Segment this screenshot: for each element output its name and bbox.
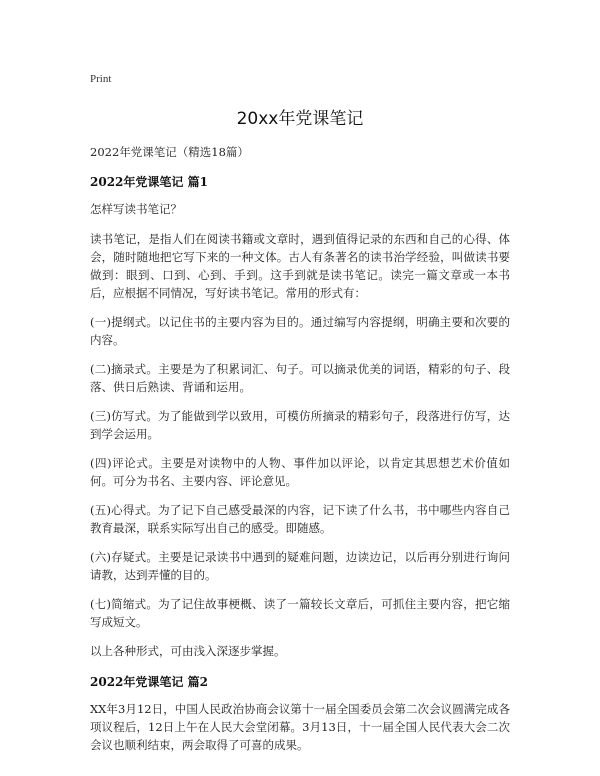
section-1-heading: 2022年党课笔记 篇1 (90, 175, 208, 189)
section-2 (90, 674, 510, 754)
section-2-paragraph: XX年3月12日，中国人民政治协商会议第十一届全国委员会第二次会议圆满完成各项议程后，12日上午在人民大会堂闭幕。3月13日，十一届全国人民代表大会二次会议也顺利结束，两会取得了可喜的成果。 (90, 702, 510, 752)
section-2-heading: 2022年党课笔记 篇2 (90, 675, 208, 689)
section-1-closing: 以上各种形式，可由浅入深逐步掌握。 (90, 644, 286, 658)
note-method-excerpt: (二)摘录式。主要是为了积累词汇、句子。可以摘录优美的词语，精彩的句子、段落、供日后熟读、背诵和运用。 (90, 362, 510, 394)
note-method-questions: (六)存疑式。主要是记录读书中遇到的疑难问题，边读边记，以后再分别进行询问请教，达到弄懂的目的。 (90, 550, 510, 582)
document-subtitle: 2022年党课笔记（精选18篇） (90, 145, 249, 159)
document-title: 20xx年党课笔记 (236, 109, 364, 129)
section-1 (90, 174, 510, 660)
note-method-imitation: (三)仿写式。为了能做到学以致用，可模仿所摘录的精彩句子，段落进行仿写，达到学会运用。 (90, 409, 510, 441)
note-method-reflection: (五)心得式。为了记下自己感受最深的内容，记下读了什么书，书中哪些内容自己教育最深，联系实际写出自己的感受。即随感。 (90, 503, 510, 535)
note-method-review: (四)评论式。主要是对读物中的人物、事件加以评论，以肯定其思想艺术价值如何。可分为书名、主要内容、评论意见。 (90, 456, 510, 488)
section-1-intro-paragraph: 读书笔记，是指人们在阅读书籍或文章时，遇到值得记录的东西和自己的心得、体会，随时随地把它写下来的一种文体。古人有条著名的读书治学经验，叫做读书要做到：眼到、口到、心到、手到。这手到就是读书笔记。读完一篇文章或一本书后，应根据不同情况，写好读书笔记。常用的形式有： (90, 232, 510, 300)
print-label: Print (90, 73, 112, 85)
note-method-outline: (一)提纲式。以记住书的主要内容为目的。通过编写内容提纲，明确主要和次要的内容。 (90, 315, 510, 347)
note-method-summary: (七)简缩式。为了记住故事梗概、读了一篇较长文章后，可抓住主要内容，把它缩写成短文。 (90, 597, 510, 629)
section-1-question: 怎样写读书笔记？ (90, 202, 182, 216)
